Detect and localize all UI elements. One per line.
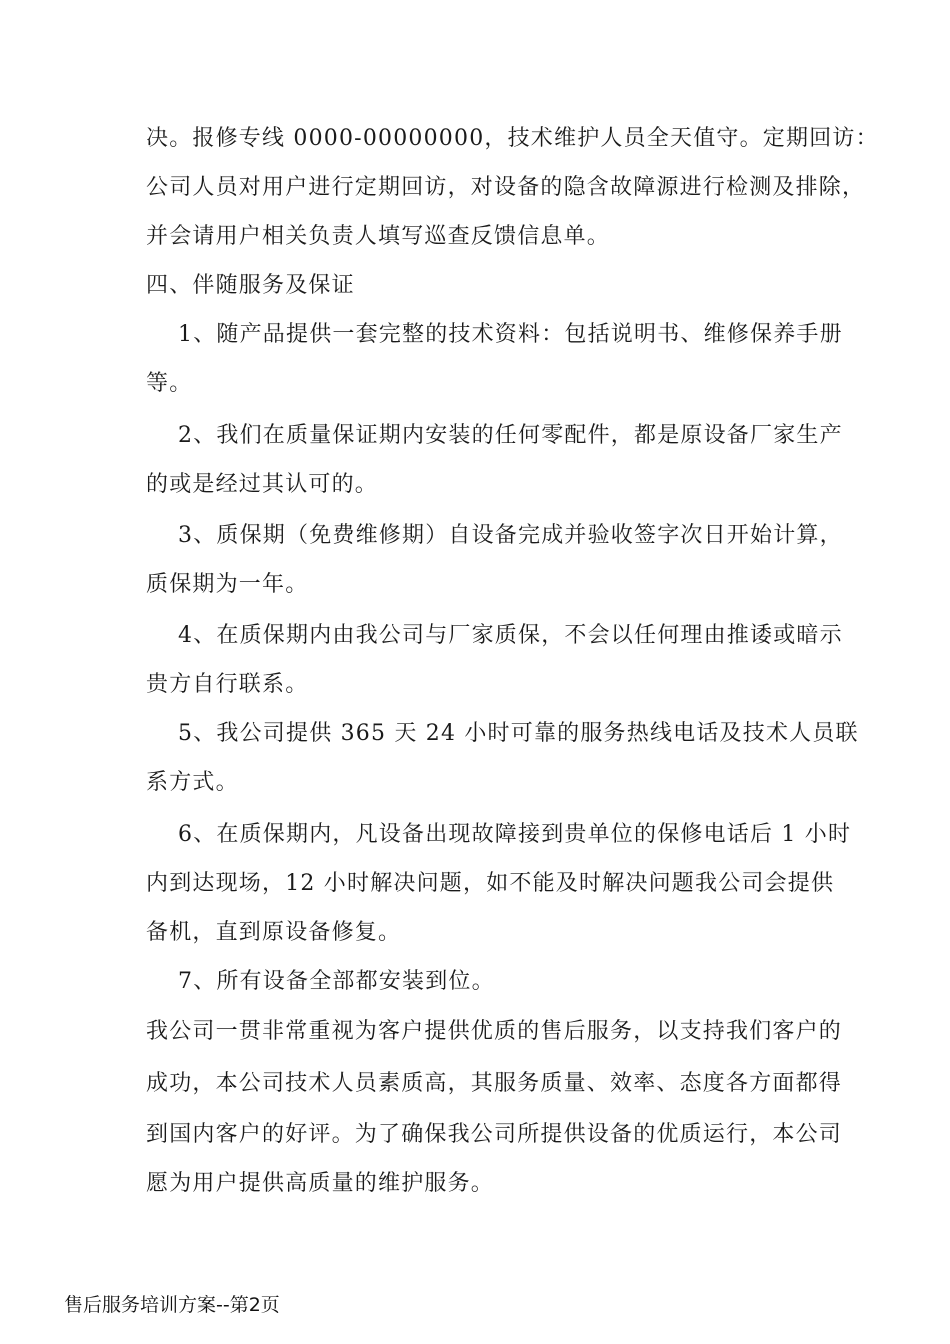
list-item-line: 内到达现场，12 小时解决问题，如不能及时解决问题我公司会提供 [146, 871, 835, 896]
list-item-line: 的或是经过其认可的。 [146, 472, 379, 497]
paragraph-line: 我公司一贯非常重视为客户提供优质的售后服务，以支持我们客户的 [146, 1019, 843, 1044]
paragraph-line: 决。报修专线 0000-00000000，技术维护人员全天值守。定期回访： [146, 126, 879, 151]
paragraph-line: 到国内客户的好评。为了确保我公司所提供设备的优质运行，本公司 [146, 1122, 843, 1147]
list-item-line: 贵方自行联系。 [146, 672, 309, 697]
list-item-line: 等。 [146, 371, 193, 396]
section-heading: 四、伴随服务及保证 [146, 273, 355, 298]
paragraph-line: 成功，本公司技术人员素质高，其服务质量、效率、态度各方面都得 [146, 1071, 843, 1096]
paragraph-line: 公司人员对用户进行定期回访，对设备的隐含故障源进行检测及排除， [146, 175, 866, 200]
list-item-line: 质保期为一年。 [146, 572, 309, 597]
list-item-line: 4、在质保期内由我公司与厂家质保，不会以任何理由推诿或暗示 [178, 623, 843, 648]
page-footer: 售后服务培训方案--第2页 [64, 1294, 280, 1316]
paragraph-line: 并会请用户相关负责人填写巡查反馈信息单。 [146, 224, 611, 249]
paragraph-line: 愿为用户提供高质量的维护服务。 [146, 1171, 495, 1196]
list-item-line: 5、我公司提供 365 天 24 小时可靠的服务热线电话及技术人员联 [178, 721, 859, 746]
list-item-line: 6、在质保期内，凡设备出现故障接到贵单位的保修电话后 1 小时 [178, 822, 852, 847]
list-item-line: 系方式。 [146, 770, 239, 795]
list-item-line: 2、我们在质量保证期内安装的任何零配件，都是原设备厂家生产 [178, 423, 843, 448]
list-item-line: 3、质保期（免费维修期）自设备完成并验收签字次日开始计算， [178, 523, 843, 548]
list-item-line: 7、所有设备全部都安装到位。 [178, 969, 495, 994]
list-item-line: 1、随产品提供一套完整的技术资料：包括说明书、维修保养手册 [178, 322, 843, 347]
list-item-line: 备机，直到原设备修复。 [146, 920, 402, 945]
